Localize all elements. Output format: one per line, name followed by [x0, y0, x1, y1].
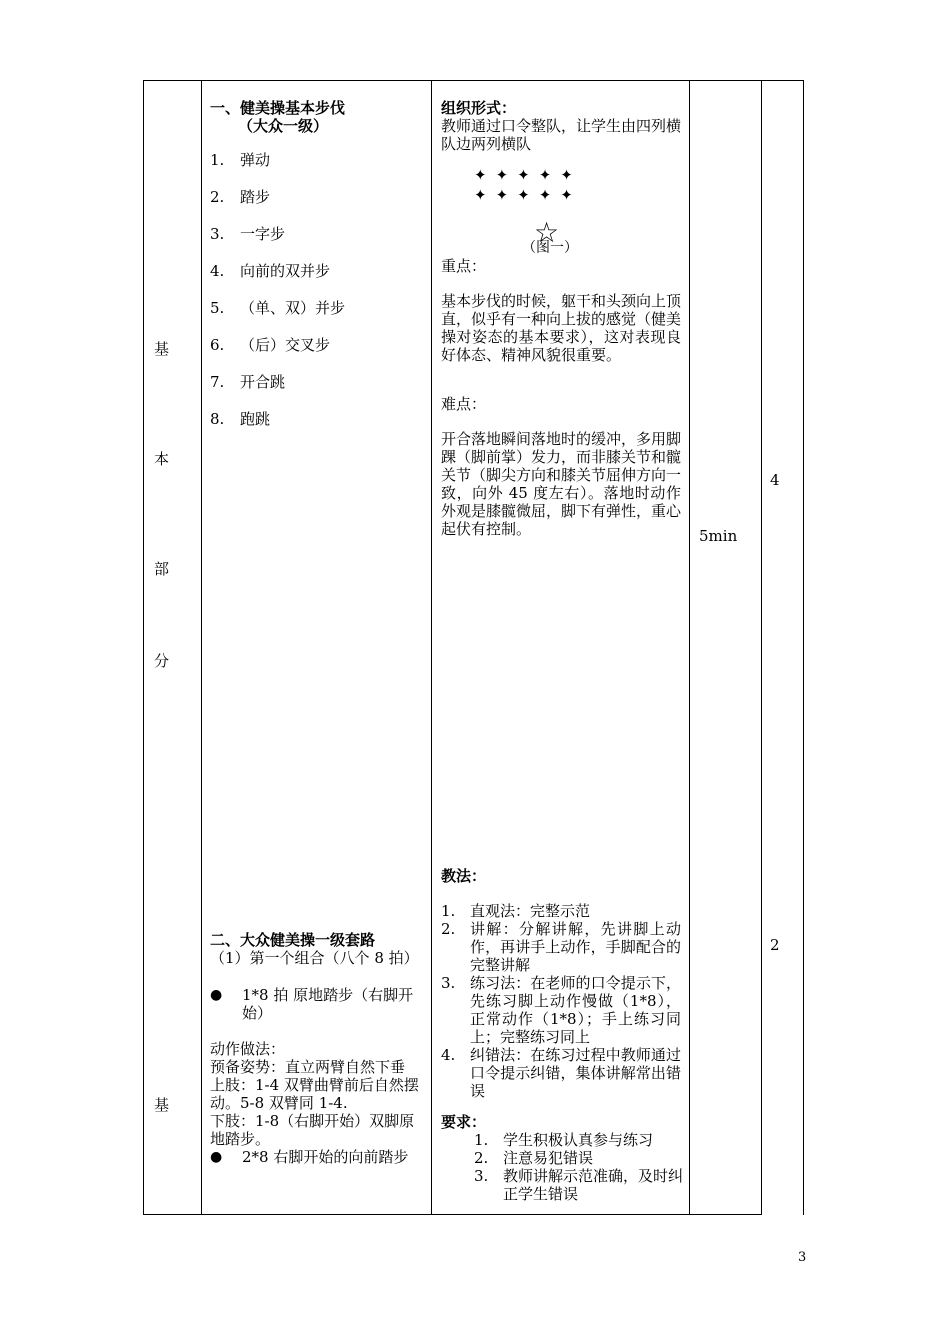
section2-method — [210, 1040, 424, 1166]
section2-title: 二、大众健美操一级套路 — [210, 931, 376, 949]
table-top-border — [143, 80, 804, 81]
section1-title: 一、健美操基本步伐 — [210, 99, 346, 117]
table-left-border — [143, 80, 144, 1215]
difficulty-block — [441, 395, 681, 538]
section1-subtitle: （大众一级） — [238, 117, 329, 135]
list-item: 4. 纠错法：在练习过程中教师通过口令提示纠错，集体讲解常出错误 — [441, 1046, 681, 1100]
list-item: 2. 注意易犯错误 — [474, 1149, 594, 1167]
method-line: 预备姿势：直立两臂自然下垂 — [210, 1058, 406, 1076]
teaching-list — [441, 902, 681, 1100]
requirements-list — [474, 1131, 684, 1203]
list-item: 3. 教师讲解示范准确，及时纠正学生错误 — [474, 1167, 684, 1203]
key-title: 重点： — [441, 257, 487, 275]
organization-text: 教师通过口令整队，让学生由四列横队边两列横队 — [441, 117, 682, 153]
column-divider-3 — [689, 80, 690, 1215]
side-label-char-1: 基 — [154, 340, 170, 358]
list-item: 1. 直观法：完整示范 — [441, 902, 591, 920]
requirements-title: 要求： — [441, 1113, 487, 1131]
step-item: 2. 踏步 — [210, 188, 271, 206]
figure-label: （图一） — [522, 240, 578, 256]
difficulty-text: 开合落地瞬间落地时的缓冲，多用脚踝（脚前掌）发力，而非膝关节和髋关节（脚尖方向和膝关节屈伸方向一致，向外 45 度左右）。落地时动作外观是膝髋微屈，脚下有弹性，重心起伏有控制。 — [441, 430, 682, 538]
bullet-icon: ● — [210, 1149, 223, 1165]
side-label-char-3: 部 — [154, 560, 170, 578]
step-item: 5. （单、双）并步 — [210, 299, 346, 317]
page-number: 3 — [798, 1250, 807, 1265]
formation-row-1: ✦✦✦✦✦ — [474, 166, 582, 184]
organization-block — [441, 99, 681, 153]
list-item: 2. 讲解：分解讲解，先讲脚上动作，再讲手上动作，手脚配合的完整讲解 — [441, 920, 681, 974]
bullet-icon: ● — [210, 987, 223, 1003]
side-label-char-2: 本 — [154, 450, 170, 468]
list-item: 1. 学生积极认真参与练习 — [474, 1131, 654, 1149]
count-bottom-cell: 2 — [770, 936, 780, 954]
count-top-cell: 4 — [770, 471, 780, 489]
list-item: 3. 练习法：在老师的口令提示下，先练习脚上动作慢做（1*8），正常动作（1*8）；手上练习同上；完整练习同上 — [441, 974, 681, 1046]
step-item: 4. 向前的双并步 — [210, 262, 331, 280]
key-text: 基本步伐的时候，躯干和头颈向上顶直，似乎有一种向上拔的感觉（健美操对姿态的基本要求），这对表现良好体态、精神风貌很重要。 — [441, 292, 682, 364]
organization-title: 组织形式： — [441, 99, 517, 117]
column-divider-1 — [201, 80, 202, 1215]
step-item: 1. 弹动 — [210, 151, 271, 169]
table-bottom-border — [143, 1214, 761, 1215]
side-label-char-4: 分 — [154, 652, 170, 670]
step-item: 7. 开合跳 — [210, 373, 286, 391]
side-label-bottom-char: 基 — [154, 1096, 170, 1114]
method-line: 上肢：1-4 双臂曲臂前后自然摆动。5-8 双臂同 1-4. — [210, 1076, 419, 1112]
section2-subtitle: （1）第一个组合（八个 8 拍） — [210, 949, 419, 967]
teaching-title: 教法： — [441, 867, 487, 885]
section2-bullet-2: ● 2*8 右脚开始的向前踏步 — [210, 1148, 409, 1166]
teacher-star-icon: ☆ — [534, 216, 560, 249]
method-line: 下肢：1-8（右脚开始）双脚原地踏步。 — [210, 1112, 415, 1148]
formation-row-2: ✦✦✦✦✦ — [474, 186, 582, 204]
table-right-border — [803, 80, 804, 1215]
step-item: 6. （后）交叉步 — [210, 336, 331, 354]
step-item: 8. 跑跳 — [210, 410, 271, 428]
section2-bullet-1: ● 1*8 拍 原地踏步（右脚开始） — [210, 986, 414, 1022]
method-title: 动作做法： — [210, 1040, 286, 1058]
key-point-block — [441, 257, 681, 364]
time-cell: 5min — [699, 527, 738, 545]
step-item: 3. 一字步 — [210, 225, 286, 243]
column-divider-2 — [431, 80, 432, 1215]
difficulty-title: 难点： — [441, 395, 487, 413]
column-divider-4 — [761, 80, 762, 1215]
